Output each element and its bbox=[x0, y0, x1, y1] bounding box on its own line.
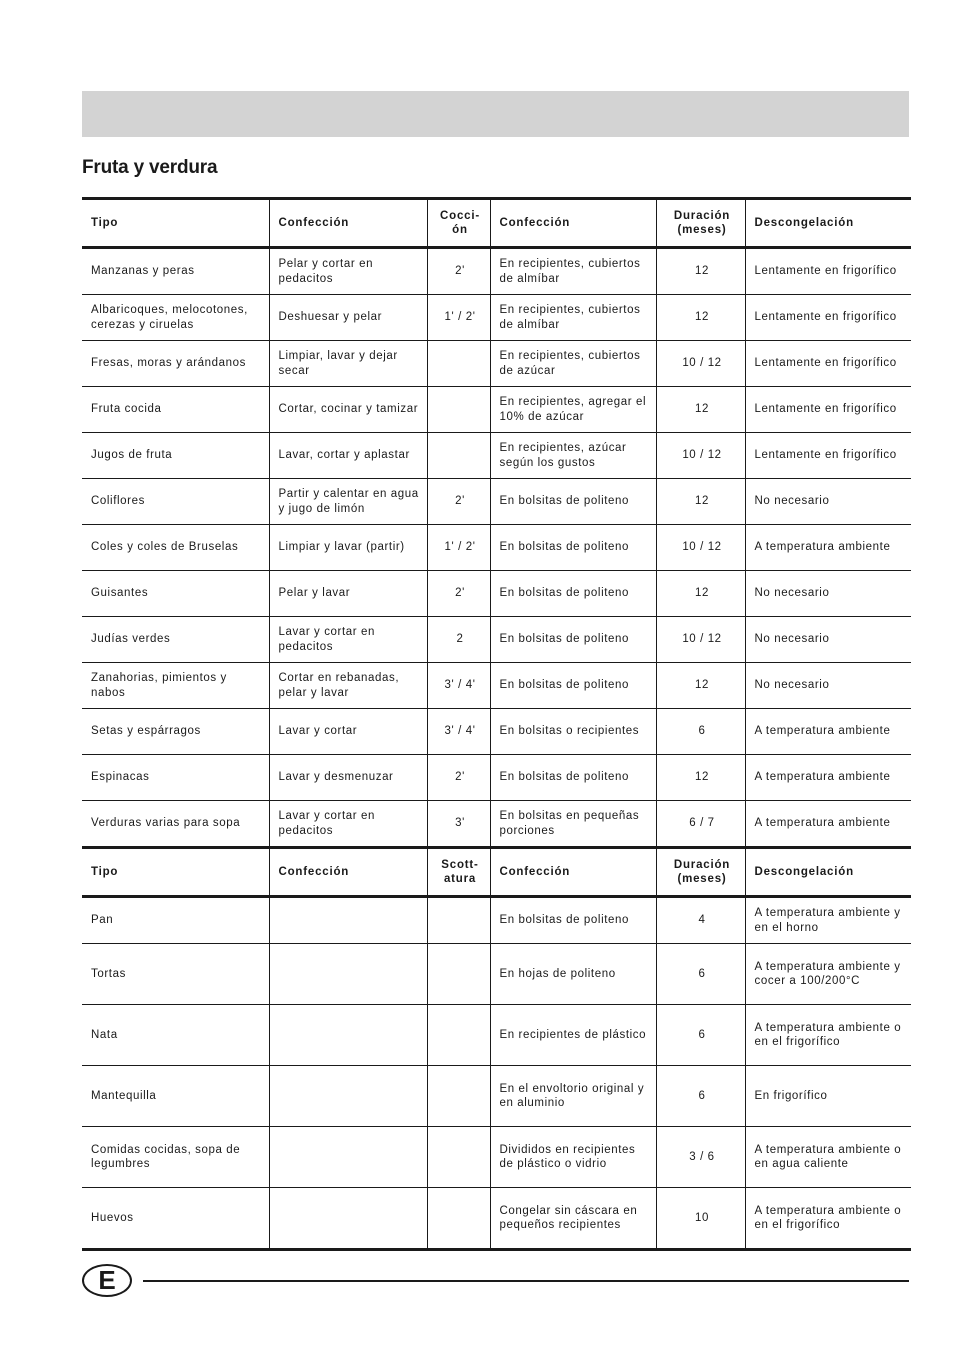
table-header-row bbox=[82, 848, 911, 897]
cell-confeccion: Partir y calentar en agua y jugo de limón bbox=[269, 479, 427, 525]
cell-tipo: Coliflores bbox=[82, 479, 269, 525]
cell-coccion bbox=[427, 1127, 490, 1188]
cell-duracion: 6 bbox=[656, 1066, 745, 1127]
language-badge: E bbox=[82, 1264, 132, 1297]
cell-envase: En bolsitas de politeno bbox=[490, 479, 656, 525]
cell-duracion: 12 bbox=[656, 571, 745, 617]
cell-tipo: Fruta cocida bbox=[82, 387, 269, 433]
cell-descongelacion: A temperatura ambiente bbox=[745, 755, 911, 801]
header-tipo: Tipo bbox=[82, 848, 269, 897]
section-title: Fruta y verdura bbox=[82, 157, 218, 178]
cell-confeccion: Deshuesar y pelar bbox=[269, 295, 427, 341]
header-envase: Confección bbox=[490, 848, 656, 897]
cell-duracion: 3 / 6 bbox=[656, 1127, 745, 1188]
cell-coccion bbox=[427, 944, 490, 1005]
cell-tipo: Mantequilla bbox=[82, 1066, 269, 1127]
cell-descongelacion: No necesario bbox=[745, 663, 911, 709]
table-row bbox=[82, 433, 911, 479]
cell-coccion: 2' bbox=[427, 248, 490, 295]
header-envase: Confección bbox=[490, 199, 656, 248]
cell-tipo: Albaricoques, melocotones, cerezas y ciruelas bbox=[82, 295, 269, 341]
cell-descongelacion: Lentamente en frigorífico bbox=[745, 341, 911, 387]
cell-coccion: 2' bbox=[427, 479, 490, 525]
cell-coccion: 1' / 2' bbox=[427, 295, 490, 341]
cell-tipo: Nata bbox=[82, 1005, 269, 1066]
table-body bbox=[82, 199, 911, 1250]
header-tipo: Tipo bbox=[82, 199, 269, 248]
cell-envase: En hojas de politeno bbox=[490, 944, 656, 1005]
cell-coccion bbox=[427, 387, 490, 433]
cell-duracion: 12 bbox=[656, 248, 745, 295]
cell-envase: En recipientes de plástico bbox=[490, 1005, 656, 1066]
cell-coccion: 3' bbox=[427, 801, 490, 848]
cell-duracion: 6 bbox=[656, 944, 745, 1005]
cell-duracion: 4 bbox=[656, 897, 745, 944]
cell-coccion bbox=[427, 341, 490, 387]
cell-tipo: Huevos bbox=[82, 1188, 269, 1250]
cell-descongelacion: A temperatura ambiente bbox=[745, 709, 911, 755]
freezing-table bbox=[82, 197, 911, 1251]
cell-confeccion: Lavar, cortar y aplastar bbox=[269, 433, 427, 479]
table-row bbox=[82, 387, 911, 433]
table-row bbox=[82, 801, 911, 848]
header-coccion: Scott-atura bbox=[427, 848, 490, 897]
cell-confeccion: Cortar en rebanadas, pelar y lavar bbox=[269, 663, 427, 709]
cell-tipo: Pan bbox=[82, 897, 269, 944]
cell-envase: En bolsitas de politeno bbox=[490, 525, 656, 571]
cell-tipo: Zanahorias, pimientos y nabos bbox=[82, 663, 269, 709]
cell-confeccion: Lavar y cortar bbox=[269, 709, 427, 755]
cell-confeccion: Lavar y desmenuzar bbox=[269, 755, 427, 801]
cell-descongelacion: En frigorífico bbox=[745, 1066, 911, 1127]
cell-envase: En bolsitas de politeno bbox=[490, 663, 656, 709]
cell-descongelacion: No necesario bbox=[745, 571, 911, 617]
cell-duracion: 10 / 12 bbox=[656, 433, 745, 479]
cell-coccion bbox=[427, 433, 490, 479]
cell-descongelacion: Lentamente en frigorífico bbox=[745, 387, 911, 433]
cell-confeccion: Limpiar y lavar (partir) bbox=[269, 525, 427, 571]
header-duracion: Duración (meses) bbox=[656, 848, 745, 897]
cell-duracion: 10 / 12 bbox=[656, 525, 745, 571]
cell-duracion: 12 bbox=[656, 295, 745, 341]
cell-duracion: 12 bbox=[656, 663, 745, 709]
table-row bbox=[82, 341, 911, 387]
cell-confeccion bbox=[269, 897, 427, 944]
footer-rule bbox=[143, 1280, 909, 1282]
cell-coccion: 2' bbox=[427, 755, 490, 801]
cell-tipo: Manzanas y peras bbox=[82, 248, 269, 295]
cell-descongelacion: Lentamente en frigorífico bbox=[745, 433, 911, 479]
cell-duracion: 12 bbox=[656, 755, 745, 801]
table-row bbox=[82, 1066, 911, 1127]
cell-coccion: 1' / 2' bbox=[427, 525, 490, 571]
table-row bbox=[82, 1127, 911, 1188]
table-row bbox=[82, 1005, 911, 1066]
cell-duracion: 10 / 12 bbox=[656, 341, 745, 387]
cell-tipo: Jugos de fruta bbox=[82, 433, 269, 479]
cell-confeccion: Limpiar, lavar y dejar secar bbox=[269, 341, 427, 387]
cell-envase: En bolsitas en pequeñas porciones bbox=[490, 801, 656, 848]
header-duracion: Duración (meses) bbox=[656, 199, 745, 248]
cell-coccion: 3' / 4' bbox=[427, 709, 490, 755]
table-row bbox=[82, 755, 911, 801]
table-row bbox=[82, 897, 911, 944]
cell-envase: En bolsitas de politeno bbox=[490, 617, 656, 663]
table-row bbox=[82, 248, 911, 295]
cell-confeccion bbox=[269, 944, 427, 1005]
cell-tipo: Comidas cocidas, sopa de legumbres bbox=[82, 1127, 269, 1188]
cell-duracion: 12 bbox=[656, 479, 745, 525]
cell-confeccion: Pelar y cortar en pedacitos bbox=[269, 248, 427, 295]
cell-confeccion: Pelar y lavar bbox=[269, 571, 427, 617]
cell-duracion: 6 bbox=[656, 709, 745, 755]
cell-envase: En recipientes, cubiertos de almíbar bbox=[490, 248, 656, 295]
cell-descongelacion: A temperatura ambiente bbox=[754, 817, 891, 830]
cell-envase: En recipientes, azúcar según los gustos bbox=[490, 433, 656, 479]
cell-descongelacion: Lentamente en frigorífico bbox=[745, 248, 911, 295]
table-row bbox=[82, 525, 911, 571]
cell-tipo: Espinacas bbox=[82, 755, 269, 801]
table-row bbox=[82, 571, 911, 617]
cell-envase: En recipientes, cubiertos de almíbar bbox=[490, 295, 656, 341]
cell-confeccion bbox=[269, 1188, 427, 1250]
cell-tipo: Fresas, moras y arándanos bbox=[82, 341, 269, 387]
cell-tipo: Coles y coles de Bruselas bbox=[82, 525, 269, 571]
cell-descongelacion: No necesario bbox=[745, 479, 911, 525]
table-row bbox=[82, 479, 911, 525]
cell-duracion: 6 / 7 bbox=[656, 801, 745, 848]
cell-confeccion bbox=[269, 1066, 427, 1127]
cell-coccion bbox=[427, 897, 490, 944]
cell-duracion: 6 bbox=[656, 1005, 745, 1066]
header-confeccion: Confección bbox=[269, 848, 427, 897]
header-descongelacion: Descongelación bbox=[745, 199, 911, 248]
cell-confeccion: Lavar y cortar en pedacitos bbox=[269, 617, 427, 663]
cell-descongelacion: A temperatura ambiente bbox=[745, 525, 911, 571]
cell-descongelacion: A temperatura ambiente y cocer a 100/200°C bbox=[745, 944, 911, 1005]
cell-tipo: Judías verdes bbox=[82, 617, 269, 663]
cell-envase: En recipientes, agregar el 10% de azúcar bbox=[490, 387, 656, 433]
cell-duracion: 12 bbox=[656, 387, 745, 433]
cell-coccion: 2' bbox=[427, 571, 490, 617]
cell-tipo: Verduras varias para sopa bbox=[82, 801, 269, 848]
table-header-row bbox=[82, 199, 911, 248]
table-row bbox=[82, 709, 911, 755]
header-bar bbox=[82, 91, 909, 137]
header-confeccion: Confección bbox=[269, 199, 427, 248]
cell-envase: Divididos en recipientes de plástico o vidrio bbox=[490, 1127, 656, 1188]
cell-confeccion bbox=[269, 1005, 427, 1066]
table-row bbox=[82, 617, 911, 663]
cell-descongelacion: A temperatura ambiente o en agua caliente bbox=[745, 1127, 911, 1188]
cell-coccion: 3' / 4' bbox=[427, 663, 490, 709]
cell-duracion: 10 bbox=[656, 1188, 745, 1250]
cell-descongelacion: A temperatura ambiente y en el horno bbox=[745, 897, 911, 944]
cell-coccion bbox=[427, 1005, 490, 1066]
cell-tipo: Guisantes bbox=[82, 571, 269, 617]
cell-duracion: 10 / 12 bbox=[656, 617, 745, 663]
cell-envase: Congelar sin cáscara en pequeños recipientes bbox=[490, 1188, 656, 1250]
cell-envase: En recipientes, cubiertos de azúcar bbox=[490, 341, 656, 387]
table-row bbox=[82, 1188, 911, 1250]
table-row bbox=[82, 663, 911, 709]
table-row bbox=[82, 295, 911, 341]
cell-confeccion: Lavar y cortar en pedacitos bbox=[269, 801, 427, 848]
cell-envase: En el envoltorio original y en aluminio bbox=[490, 1066, 656, 1127]
cell-confeccion: Cortar, cocinar y tamizar bbox=[269, 387, 427, 433]
cell-descongelacion: A temperatura ambiente o en el frigorífico bbox=[745, 1005, 911, 1066]
cell-envase: En bolsitas de politeno bbox=[490, 897, 656, 944]
cell-descongelacion: Lentamente en frigorífico bbox=[745, 295, 911, 341]
cell-tipo: Setas y espárragos bbox=[82, 709, 269, 755]
header-descongelacion: Descongelación bbox=[745, 848, 911, 897]
cell-descongelacion: A temperatura ambiente o en el frigorífico bbox=[745, 1188, 911, 1250]
cell-coccion bbox=[427, 1188, 490, 1250]
cell-tipo: Tortas bbox=[82, 944, 269, 1005]
cell-envase: En bolsitas de politeno bbox=[490, 755, 656, 801]
table-row bbox=[82, 944, 911, 1005]
cell-envase: En bolsitas de politeno bbox=[490, 571, 656, 617]
header-coccion: Cocci-ón bbox=[427, 199, 490, 248]
cell-coccion bbox=[427, 1066, 490, 1127]
cell-descongelacion: No necesario bbox=[745, 617, 911, 663]
cell-coccion: 2 bbox=[427, 617, 490, 663]
cell-envase: En bolsitas o recipientes bbox=[490, 709, 656, 755]
cell-confeccion bbox=[269, 1127, 427, 1188]
